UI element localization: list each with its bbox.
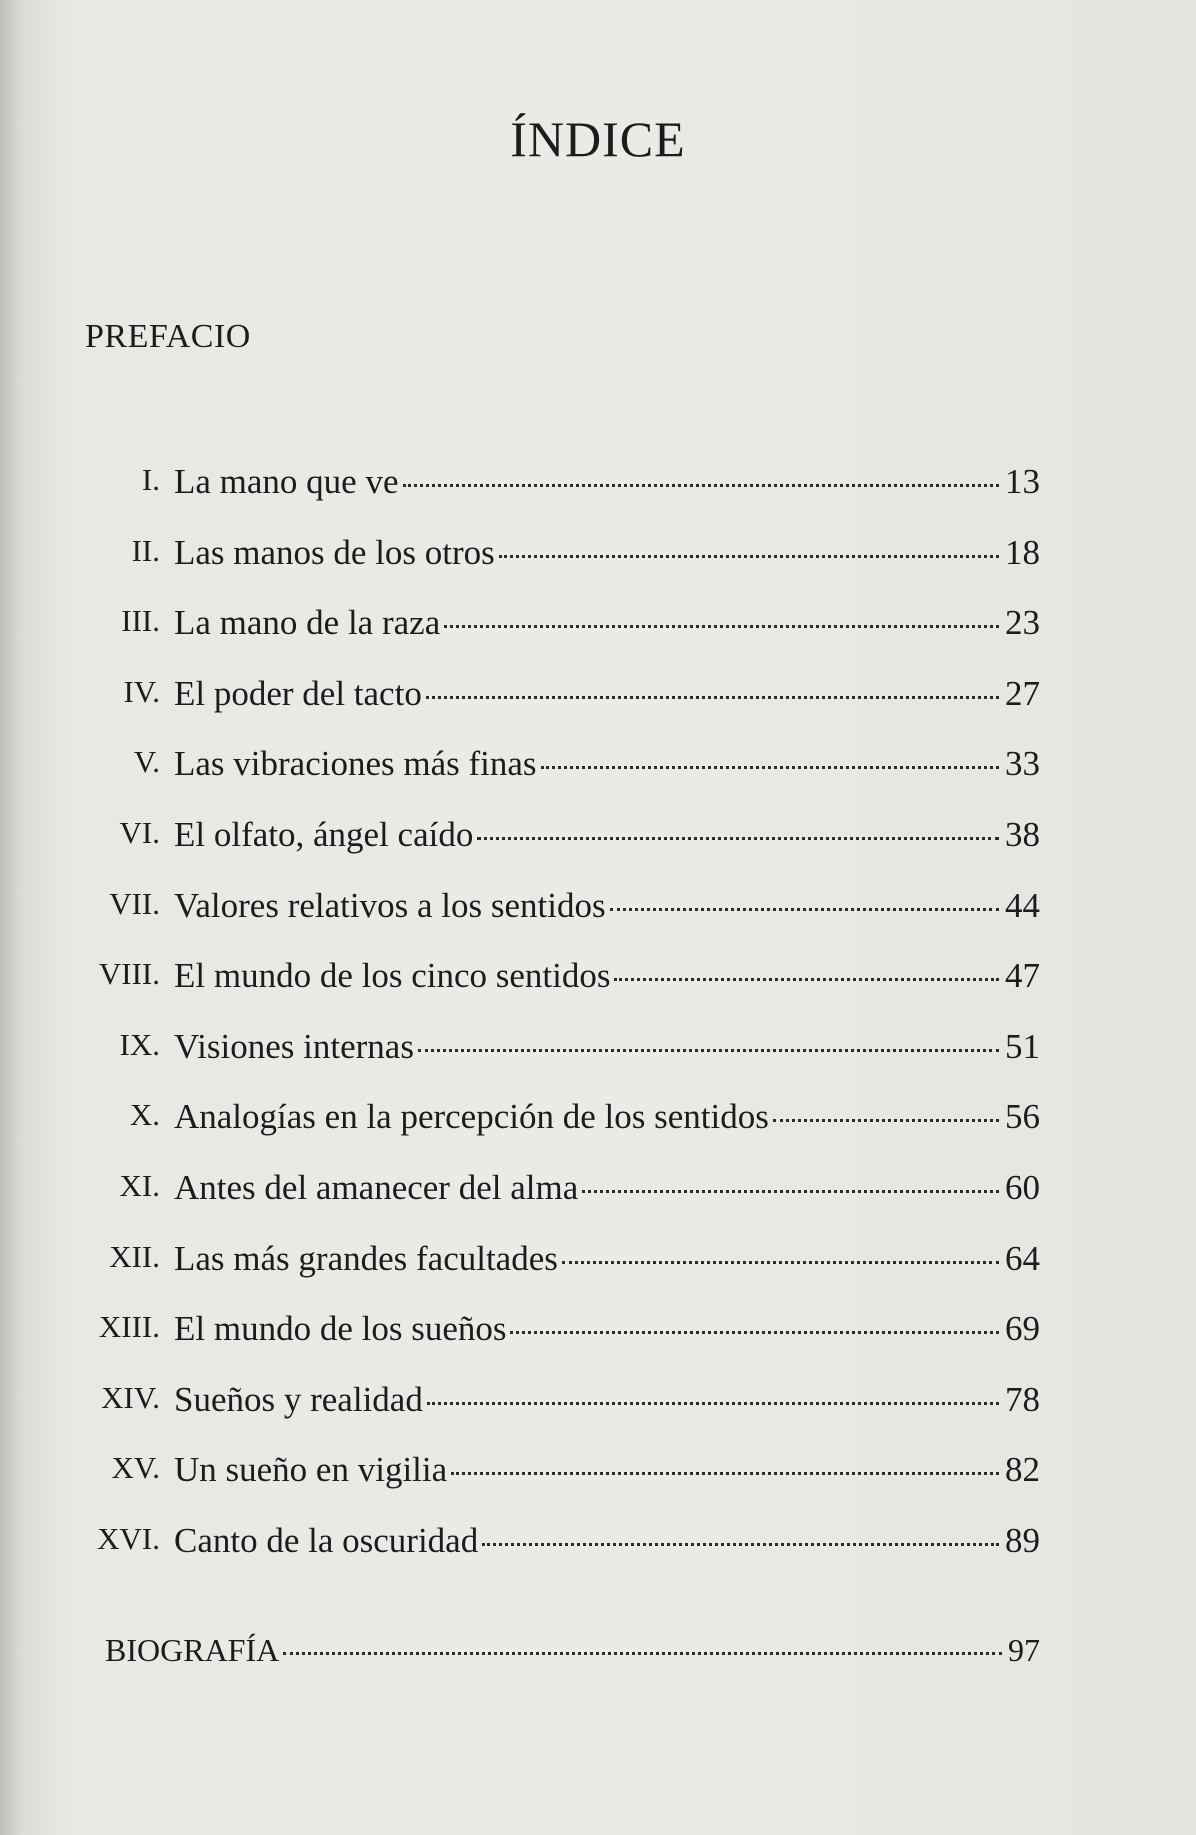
chapter-numeral: XVI.	[97, 1521, 160, 1556]
toc-entry	[0, 1521, 1196, 1571]
biography-entry	[105, 1632, 1040, 1669]
page-number: 18	[1005, 533, 1040, 572]
page-number: 78	[1005, 1380, 1040, 1419]
dot-leader	[562, 1261, 999, 1264]
chapter-numeral: XI.	[119, 1168, 160, 1203]
toc-entry-body	[174, 886, 1040, 926]
chapter-numeral: XV.	[111, 1450, 160, 1485]
toc-entry	[0, 533, 1196, 583]
dot-leader	[482, 1543, 999, 1546]
chapter-numeral: V.	[133, 744, 160, 779]
chapter-title: Sueños y realidad	[174, 1380, 423, 1419]
page-number: 23	[1005, 603, 1040, 642]
chapter-title: Antes del amanecer del alma	[174, 1168, 579, 1207]
page-title: ÍNDICE	[510, 111, 686, 167]
toc-entry	[0, 886, 1196, 936]
chapter-numeral: I.	[141, 462, 160, 497]
page-number: 64	[1005, 1239, 1040, 1278]
toc-entry-body	[174, 1168, 1040, 1208]
dot-leader	[403, 484, 1000, 487]
chapter-numeral: VI.	[119, 815, 160, 850]
biography-label: BIOGRAFÍA	[105, 1632, 280, 1668]
toc-entry	[0, 956, 1196, 1006]
chapter-title: Un sueño en vigilia	[174, 1450, 448, 1489]
chapter-title: El mundo de los sueños	[174, 1309, 507, 1348]
page-number: 47	[1005, 956, 1040, 995]
toc-entry-body	[174, 603, 1040, 643]
toc-entry	[0, 744, 1196, 794]
chapter-numeral: II.	[131, 533, 160, 568]
dot-leader	[510, 1331, 999, 1334]
toc-entry-body	[174, 1380, 1040, 1420]
dot-leader	[477, 837, 999, 840]
biography-page-number: 97	[1008, 1632, 1040, 1668]
dot-leader	[610, 908, 999, 911]
toc-entry	[0, 1450, 1196, 1500]
toc-entry	[0, 1168, 1196, 1218]
toc-entry	[0, 462, 1196, 512]
chapter-numeral: VII.	[109, 886, 160, 921]
toc-entry	[0, 674, 1196, 724]
chapter-title: Las más grandes facultades	[174, 1239, 558, 1278]
dot-leader	[582, 1190, 999, 1193]
chapter-title: Las vibraciones más finas	[174, 744, 537, 783]
toc-entry-body	[174, 815, 1040, 855]
chapter-title: La mano que ve	[174, 462, 399, 501]
dot-leader	[283, 1652, 1002, 1655]
chapter-numeral: XIV.	[101, 1380, 160, 1415]
dot-leader	[418, 1049, 999, 1052]
page-number: 69	[1005, 1309, 1040, 1348]
page-number: 60	[1005, 1168, 1040, 1207]
chapter-numeral: XIII.	[98, 1309, 160, 1344]
page-number: 33	[1005, 744, 1040, 783]
chapter-numeral: IV.	[123, 674, 160, 709]
toc-entry	[0, 1309, 1196, 1359]
toc-entry-body	[174, 462, 1040, 502]
toc-entry	[0, 1097, 1196, 1147]
chapter-title: El olfato, ángel caído	[174, 815, 474, 854]
toc-entry	[0, 603, 1196, 653]
chapter-title: Valores relativos a los sentidos	[174, 886, 606, 925]
toc-entry	[0, 1239, 1196, 1289]
page-number: 51	[1005, 1027, 1040, 1066]
toc-entry	[0, 815, 1196, 865]
toc-entry	[0, 1380, 1196, 1430]
preface-heading: PREFACIO	[85, 318, 251, 355]
dot-leader	[426, 696, 999, 699]
toc-entry-body	[174, 1097, 1040, 1137]
dot-leader	[499, 555, 999, 558]
chapter-title: El mundo de los cinco sentidos	[174, 956, 611, 995]
page-number: 56	[1005, 1097, 1040, 1136]
chapter-numeral: X.	[129, 1097, 160, 1132]
toc-entry-body	[174, 1521, 1040, 1561]
page-number: 27	[1005, 674, 1040, 713]
dot-leader	[444, 625, 999, 628]
toc-entry-body	[174, 674, 1040, 714]
chapter-numeral: XII.	[109, 1239, 160, 1274]
toc-entry-body	[174, 744, 1040, 784]
chapter-title: Las manos de los otros	[174, 533, 495, 572]
toc-entry	[0, 1027, 1196, 1077]
page-number: 82	[1005, 1450, 1040, 1489]
dot-leader	[614, 978, 999, 981]
page-number: 44	[1005, 886, 1040, 925]
chapter-title: Visiones internas	[174, 1027, 414, 1066]
chapter-numeral: IX.	[119, 1027, 160, 1062]
chapter-title: Analogías en la percepción de los sentidos	[174, 1097, 769, 1136]
toc-entry-body	[174, 956, 1040, 996]
page-number: 38	[1005, 815, 1040, 854]
chapter-title: El poder del tacto	[174, 674, 422, 713]
toc-entry-body	[174, 1450, 1040, 1490]
chapter-numeral: VIII.	[98, 956, 160, 991]
toc-entry-body	[174, 1239, 1040, 1279]
page-number: 13	[1005, 462, 1040, 501]
page-number: 89	[1005, 1521, 1040, 1560]
dot-leader	[451, 1472, 999, 1475]
dot-leader	[773, 1119, 999, 1122]
toc-entry-body	[174, 1027, 1040, 1067]
dot-leader	[541, 766, 999, 769]
chapter-numeral: III.	[121, 603, 160, 638]
chapter-title: Canto de la oscuridad	[174, 1521, 479, 1560]
toc-entry-body	[174, 1309, 1040, 1349]
toc-entry-body	[174, 533, 1040, 573]
chapter-title: La mano de la raza	[174, 603, 441, 642]
dot-leader	[427, 1402, 999, 1405]
